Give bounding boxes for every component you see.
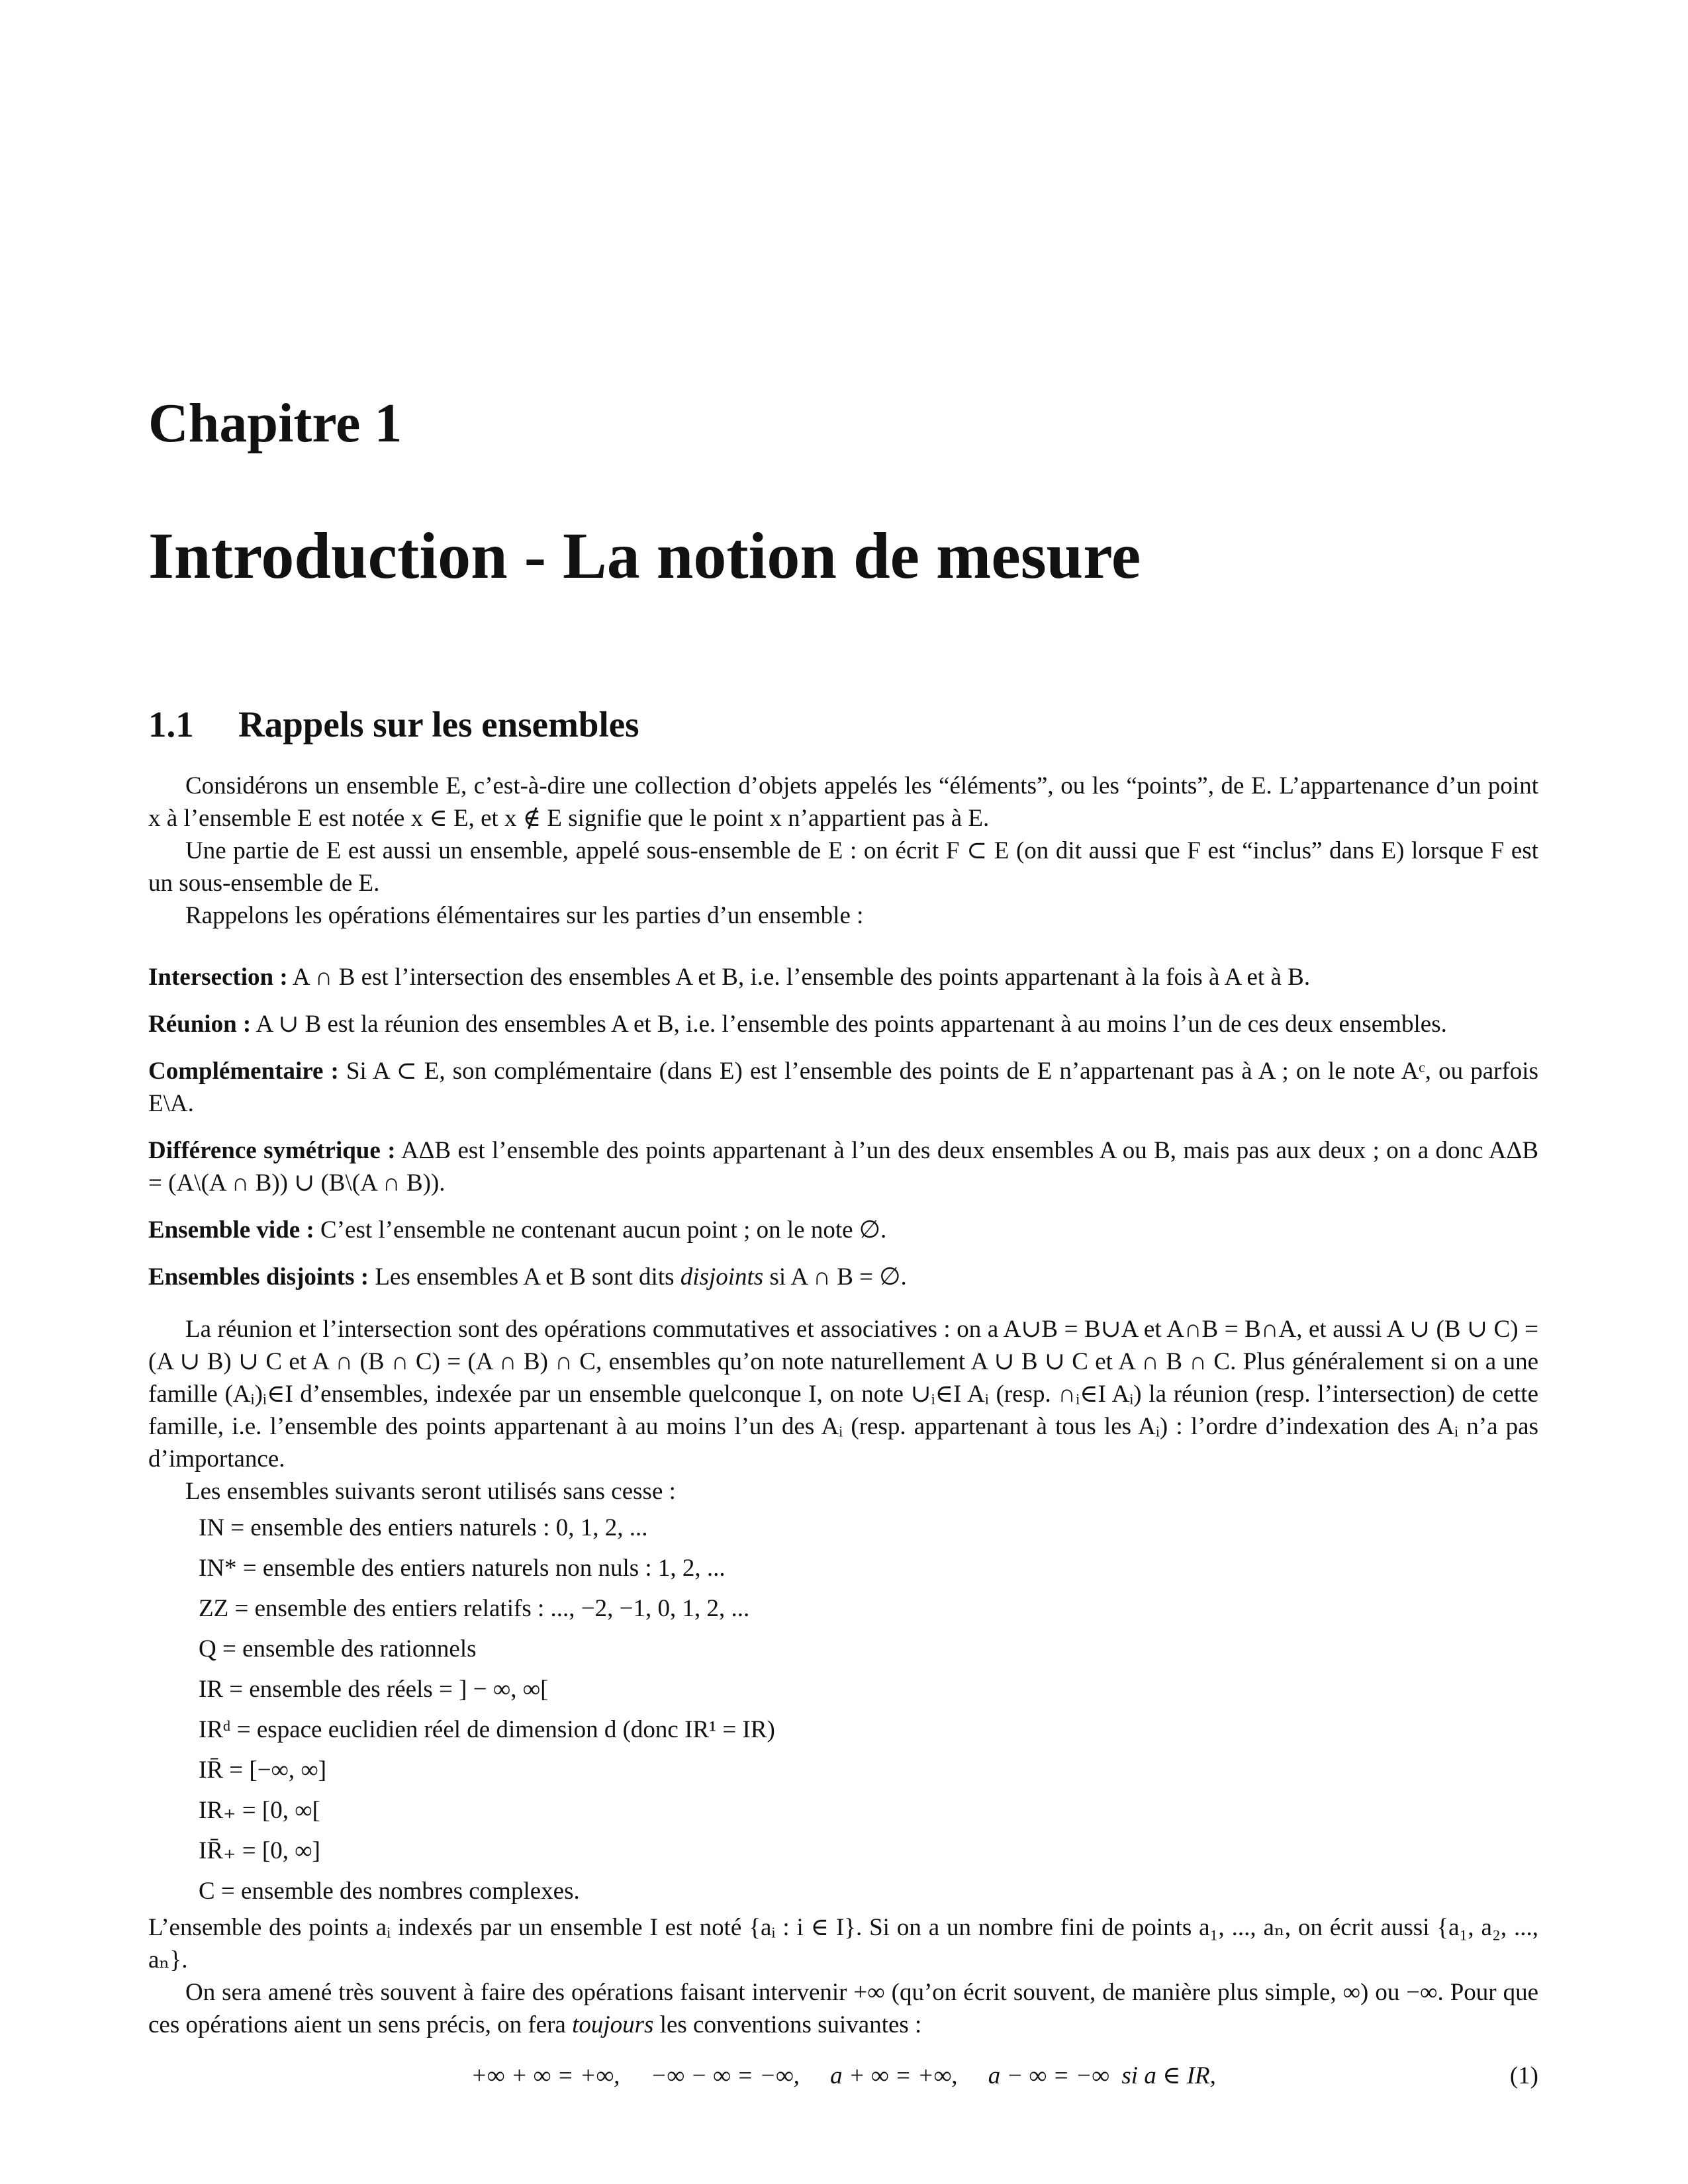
paragraph-emphasis: toujours [572, 2011, 654, 2038]
definition-intersection [148, 961, 1538, 993]
set-list-item: Q = ensemble des rationnels [199, 1635, 477, 1662]
paragraph: La réunion et l’intersection sont des opérations commutatives et associatives : on a A∪B = B∪A et A∩B = B∩A, et aussi A ∪ (B ∪ C) = (A ∪ B) ∪ C et A ∩ (B ∩ C) = (A ∩ B) ∩ C, ensembles qu’on note naturellement A ∪ B ∪ C et A ∩ B ∩ C. Plus généralement si on a une famille (Aᵢ)ᵢ∈I d’ensembles, indexée par un ensemble quelconque I, on note ∪ᵢ∈I Aᵢ (resp. ∩ᵢ∈I Aᵢ) la réunion (resp. l’intersection) de cette famille, i.e. l’ensemble des points appartenant à au moins l’un des Aᵢ (resp. appartenant à tous les Aᵢ) : l’ordre d’indexation des Aᵢ n’a pas d’importance. [148, 1316, 1538, 1473]
paragraph-text: les conventions suivantes : [653, 2011, 922, 2038]
set-list-item: IN = ensemble des entiers naturels : 0, 1, 2, ... [199, 1514, 648, 1541]
set-list-item: IN* = ensemble des entiers naturels non nuls : 1, 2, ... [199, 1555, 726, 1582]
set-list-item: IRᵈ = espace euclidien réel de dimension d (donc IR¹ = IR) [199, 1716, 775, 1743]
set-list [199, 1508, 1538, 1911]
paragraph: Rappelons les opérations élémentaires sur les parties d’un ensemble : [185, 902, 864, 929]
paragraph: Considérons un ensemble E, c’est-à-dire une collection d’objets appelés les “éléments”, ou les “points”, de E. L’appartenance d’un point x à l’ensemble E est notée x ∈ E, et x ∉ E signifie que le point x n’appartient pas à E. [148, 772, 1538, 832]
definition-term: Ensembles disjoints : [148, 1263, 369, 1291]
definition-text: A ∩ B est l’intersection des ensembles A et B, i.e. l’ensemble des points appartenant à la fois à A et à B. [287, 964, 1311, 991]
definition-ensembles-disjoints [148, 1261, 1538, 1293]
section-body [148, 770, 1538, 2094]
definition-ensemble-vide [148, 1214, 1538, 1246]
chapter-title: Introduction - La notion de mesure [148, 519, 1141, 592]
equation-number: (1) [1509, 2062, 1538, 2089]
section-number: 1.1 [148, 704, 194, 745]
paragraph: Une partie de E est aussi un ensemble, appelé sous-ensemble de E : on écrit F ⊂ E (on dit aussi que F est “inclus” dans E) lorsque F est un sous-ensemble de E. [148, 837, 1538, 897]
set-list-item: IR = ensemble des réels = ] − ∞, ∞[ [199, 1676, 549, 1703]
paragraph: Les ensembles suivants seront utilisés sans cesse : [185, 1478, 676, 1505]
set-list-item: ZZ = ensemble des entiers relatifs : ..., −2, −1, 0, 1, 2, ... [199, 1595, 750, 1622]
definition-difference-symetrique [148, 1134, 1538, 1199]
chapter-label: Chapitre 1 [148, 392, 402, 454]
equation-body: +∞ + ∞ = +∞, −∞ − ∞ = −∞, a + ∞ = +∞, a − ∞ = −∞ si a ∈ IR, [471, 2062, 1216, 2089]
set-list-item: IR₊ = [0, ∞[ [199, 1797, 320, 1824]
definition-complementaire [148, 1055, 1538, 1120]
paragraph [148, 1976, 1538, 2041]
definition-text: Si A ⊂ E, son complémentaire (dans E) est l’ensemble des points de E n’appartenant pas à A ; on le note Aᶜ, ou parfois E\A. [148, 1058, 1538, 1117]
paragraph: L’ensemble des points aᵢ indexés par un ensemble I est noté {aᵢ : i ∈ I}. Si on a un nombre fini de points a₁, ..., aₙ, on écrit aussi {a₁, a₂, ..., aₙ}. [148, 1914, 1538, 1974]
definition-term: Complémentaire : [148, 1058, 339, 1085]
document-page [148, 0, 1538, 2184]
section-title: Rappels sur les ensembles [238, 704, 639, 745]
paragraph-text: On sera amené très souvent à faire des opérations faisant intervenir +∞ (qu’on écrit souvent, de manière plus simple, ∞) ou −∞. Pour que ces opérations aient un sens précis, on fera [148, 1979, 1538, 2038]
definition-text: Les ensembles A et B sont dits [369, 1263, 680, 1291]
definition-term: Réunion : [148, 1011, 252, 1038]
set-list-item: C = ensemble des nombres complexes. [199, 1878, 580, 1905]
definition-term: Ensemble vide : [148, 1216, 314, 1244]
definition-tail: si A ∩ B = ∅. [763, 1263, 907, 1291]
section-heading [148, 702, 639, 748]
definition-text: A ∪ B est la réunion des ensembles A et B, i.e. l’ensemble des points appartenant à au moins l’un de ces deux ensembles. [251, 1011, 1447, 1038]
definition-emphasis: disjoints [680, 1263, 764, 1291]
display-equation [148, 2060, 1538, 2094]
definition-term: Différence symétrique : [148, 1137, 396, 1164]
set-list-item: IR̄ = [−∞, ∞] [199, 1756, 327, 1784]
definition-term: Intersection : [148, 964, 288, 991]
definition-reunion [148, 1008, 1538, 1040]
definition-text: AΔB est l’ensemble des points appartenant à l’un des deux ensembles A ou B, mais pas aux deux ; on a donc AΔB = (A\(A ∩ B)) ∪ (B\(A ∩ B)). [148, 1137, 1538, 1197]
definition-text: C’est l’ensemble ne contenant aucun point ; on le note ∅. [314, 1216, 887, 1244]
set-list-item: IR̄₊ = [0, ∞] [199, 1837, 320, 1864]
